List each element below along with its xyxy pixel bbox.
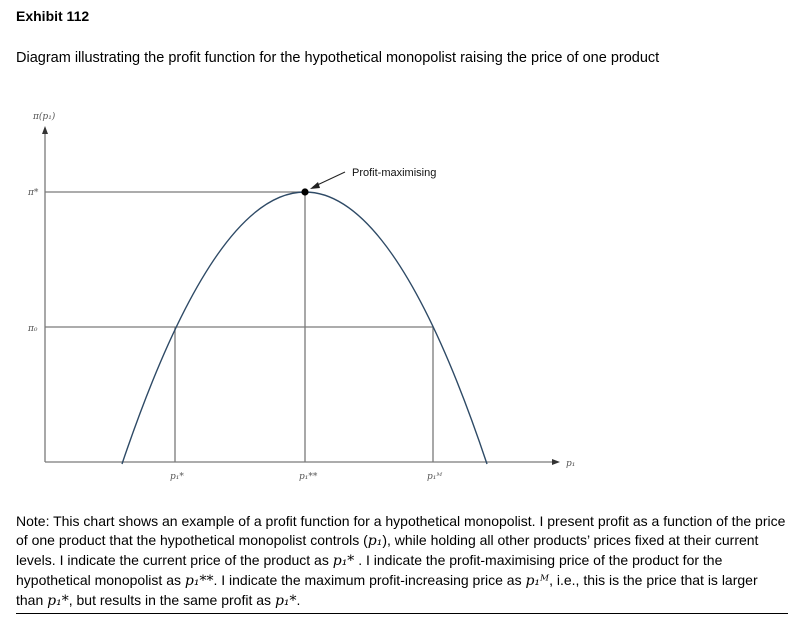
note-text-1: Note: This chart shows an example of a profit function for a hypothetical monopolist. I present profit as a function of the price of one product that the hypothetical monopolist controls ( [16,513,786,548]
note-math-p1: p₁ [367,533,383,549]
note-math-p-current-2: p₁* [47,593,69,609]
chart-note [16,512,788,614]
x-tick-p-max: p₁ᴹ [427,472,443,482]
y-axis-label: π(p₁) [33,112,56,122]
exhibit-title: Exhibit 112 [16,8,90,24]
profit-maximising-label: Profit-maximising [352,167,437,179]
profit-max-point [301,188,308,195]
x-tick-p-opt: p₁** [299,472,318,482]
x-tick-p-current: p₁* [170,472,184,482]
x-axis-label: p₁ [566,459,576,469]
annotation-arrowhead [310,182,320,189]
y-tick-pi-star: π* [28,188,39,198]
note-math-p-max: p₁ᴹ [525,573,550,589]
note-text-3: . I indicate the profit-maximising price of the product for the hypothetical monopolist as [16,552,723,588]
note-math-p-current-3: p₁* [274,593,297,609]
note-text-7: . [296,592,301,608]
note-math-p-opt: p₁** [184,573,214,589]
note-text-4: . I indicate the maximum profit-increasing price as [213,572,526,588]
note-text-5: , i.e., this is the price that is larger than [16,572,758,608]
note-text-2: ), while holding all other products’ prices fixed at their current levels. I indicate the current price of the product as [16,532,759,568]
x-axis-arrow [552,459,560,465]
diagram-caption: Diagram illustrating the profit function for the hypothetical monopolist raising the price of one product [16,50,660,66]
note-math-p-current: p₁* [332,553,355,569]
note-text-6: , but results in the same profit as [68,592,275,608]
y-tick-pi-zero: π₀ [28,324,38,334]
y-axis-arrow [42,126,48,134]
